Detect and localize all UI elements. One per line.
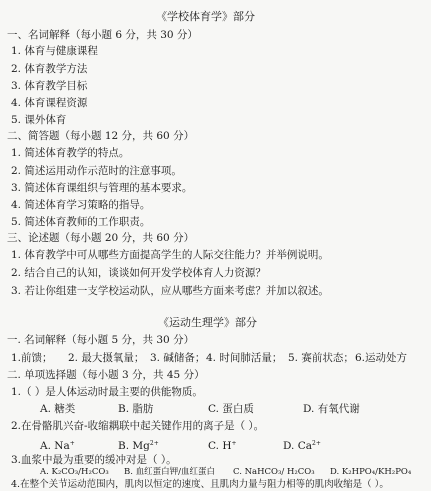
question-2: 2.在骨骼肌兴奋-收缩耦联中起关键作用的离子是（ ）。 (11, 420, 265, 432)
part1-s2-item: 4. 简述体育学习策略的指导。 (11, 199, 151, 211)
part1-section2-heading: 二、简答题（每小题 12 分，共 60 分） (7, 130, 195, 142)
question-1: 1.（ ）是人体运动时最主要的供能物质。 (11, 386, 203, 398)
question-4: 4.在整个关节运动范围内，肌肉以恒定的速度、且肌肉力量与阻力相等的肌肉收缩是（ ）。 (11, 479, 389, 490)
part1-s1-item: 2. 体育教学方法 (11, 63, 88, 75)
q3-option: C. NaHCO₃/ H₂CO₃ (233, 467, 315, 477)
part1-section1-heading: 一、名词解释（每小题 6 分，共 30 分） (7, 29, 198, 41)
question-3: 3.血浆中最为重要的缓冲对是（ ）。 (11, 454, 177, 466)
part1-s1-item: 3. 体育教学目标 (11, 80, 88, 92)
q2-option: A. Na+ (40, 440, 75, 452)
part1-s1-item: 5. 课外体育 (11, 114, 67, 126)
part2-s1-term: 6.运动处方 (355, 352, 408, 364)
part2-section1-heading: 一. 名词解释（每小题 5 分，共 30 分） (7, 334, 195, 346)
q2-option: C. H+ (208, 440, 237, 452)
part2-title: 《运动生理学》部分 (158, 316, 257, 329)
part1-s2-item: 2. 简述运用动作示范时的注意事项。 (11, 165, 182, 177)
part1-section3-heading: 三、论述题（每小题 20 分，共 60 分） (7, 232, 195, 244)
part1-s1-item: 4. 体育课程资源 (11, 97, 88, 109)
part1-title: 《学校体育学》部分 (156, 10, 255, 23)
q1-option: D. 有氧代谢 (303, 403, 360, 415)
part2-section2-heading: 二. 单项选择题（每小题 3 分，共 45 分） (7, 369, 205, 381)
part2-s1-term: 5. 赛前状态； (288, 352, 354, 364)
part2-s1-term: 2. 最大摄氧量； (68, 352, 145, 364)
q2-option: B. $Mg^{2+}$ (118, 440, 159, 452)
part1-s1-item: 1. 体育与健康课程 (11, 45, 98, 57)
q1-option: A. 糖类 (40, 403, 76, 415)
q1-option: B. 脂肪 (118, 403, 154, 415)
q3-option: D. K₂HPO₄/KH₂PO₄ (330, 467, 412, 477)
q1-option: C. 蛋白质 (208, 403, 254, 415)
q2-option: D. $Ca^{2+}$ (283, 440, 321, 452)
q3-option: A. K₂CO₃/H₂CO₃ (40, 467, 109, 477)
part1-s3-item: 1. 体育教学中可从哪些方面提高学生的人际交往能力？并举例说明。 (11, 249, 329, 261)
part1-s3-item: 2. 结合自己的认知，谈谈如何开发学校体育人力资源？ (11, 267, 266, 279)
part1-s3-item: 3. 若让你组建一支学校运动队，应从哪些方面来考虑？并加以叙述。 (11, 285, 329, 297)
q3-option: B. 血红蛋白钾/血红蛋白 (124, 467, 216, 477)
part2-s1-term: 3. 碱储备； (150, 352, 206, 364)
part1-s2-item: 3. 简述体育课组织与管理的基本要求。 (11, 182, 193, 194)
part2-s1-term: 4. 时间肺活量； (206, 352, 283, 364)
part2-s1-term: 1.前馈； (11, 352, 53, 364)
part1-s2-item: 5. 简述体育教师的工作职责。 (11, 216, 151, 228)
part1-s2-item: 1. 简述体育教学的特点。 (11, 147, 130, 159)
